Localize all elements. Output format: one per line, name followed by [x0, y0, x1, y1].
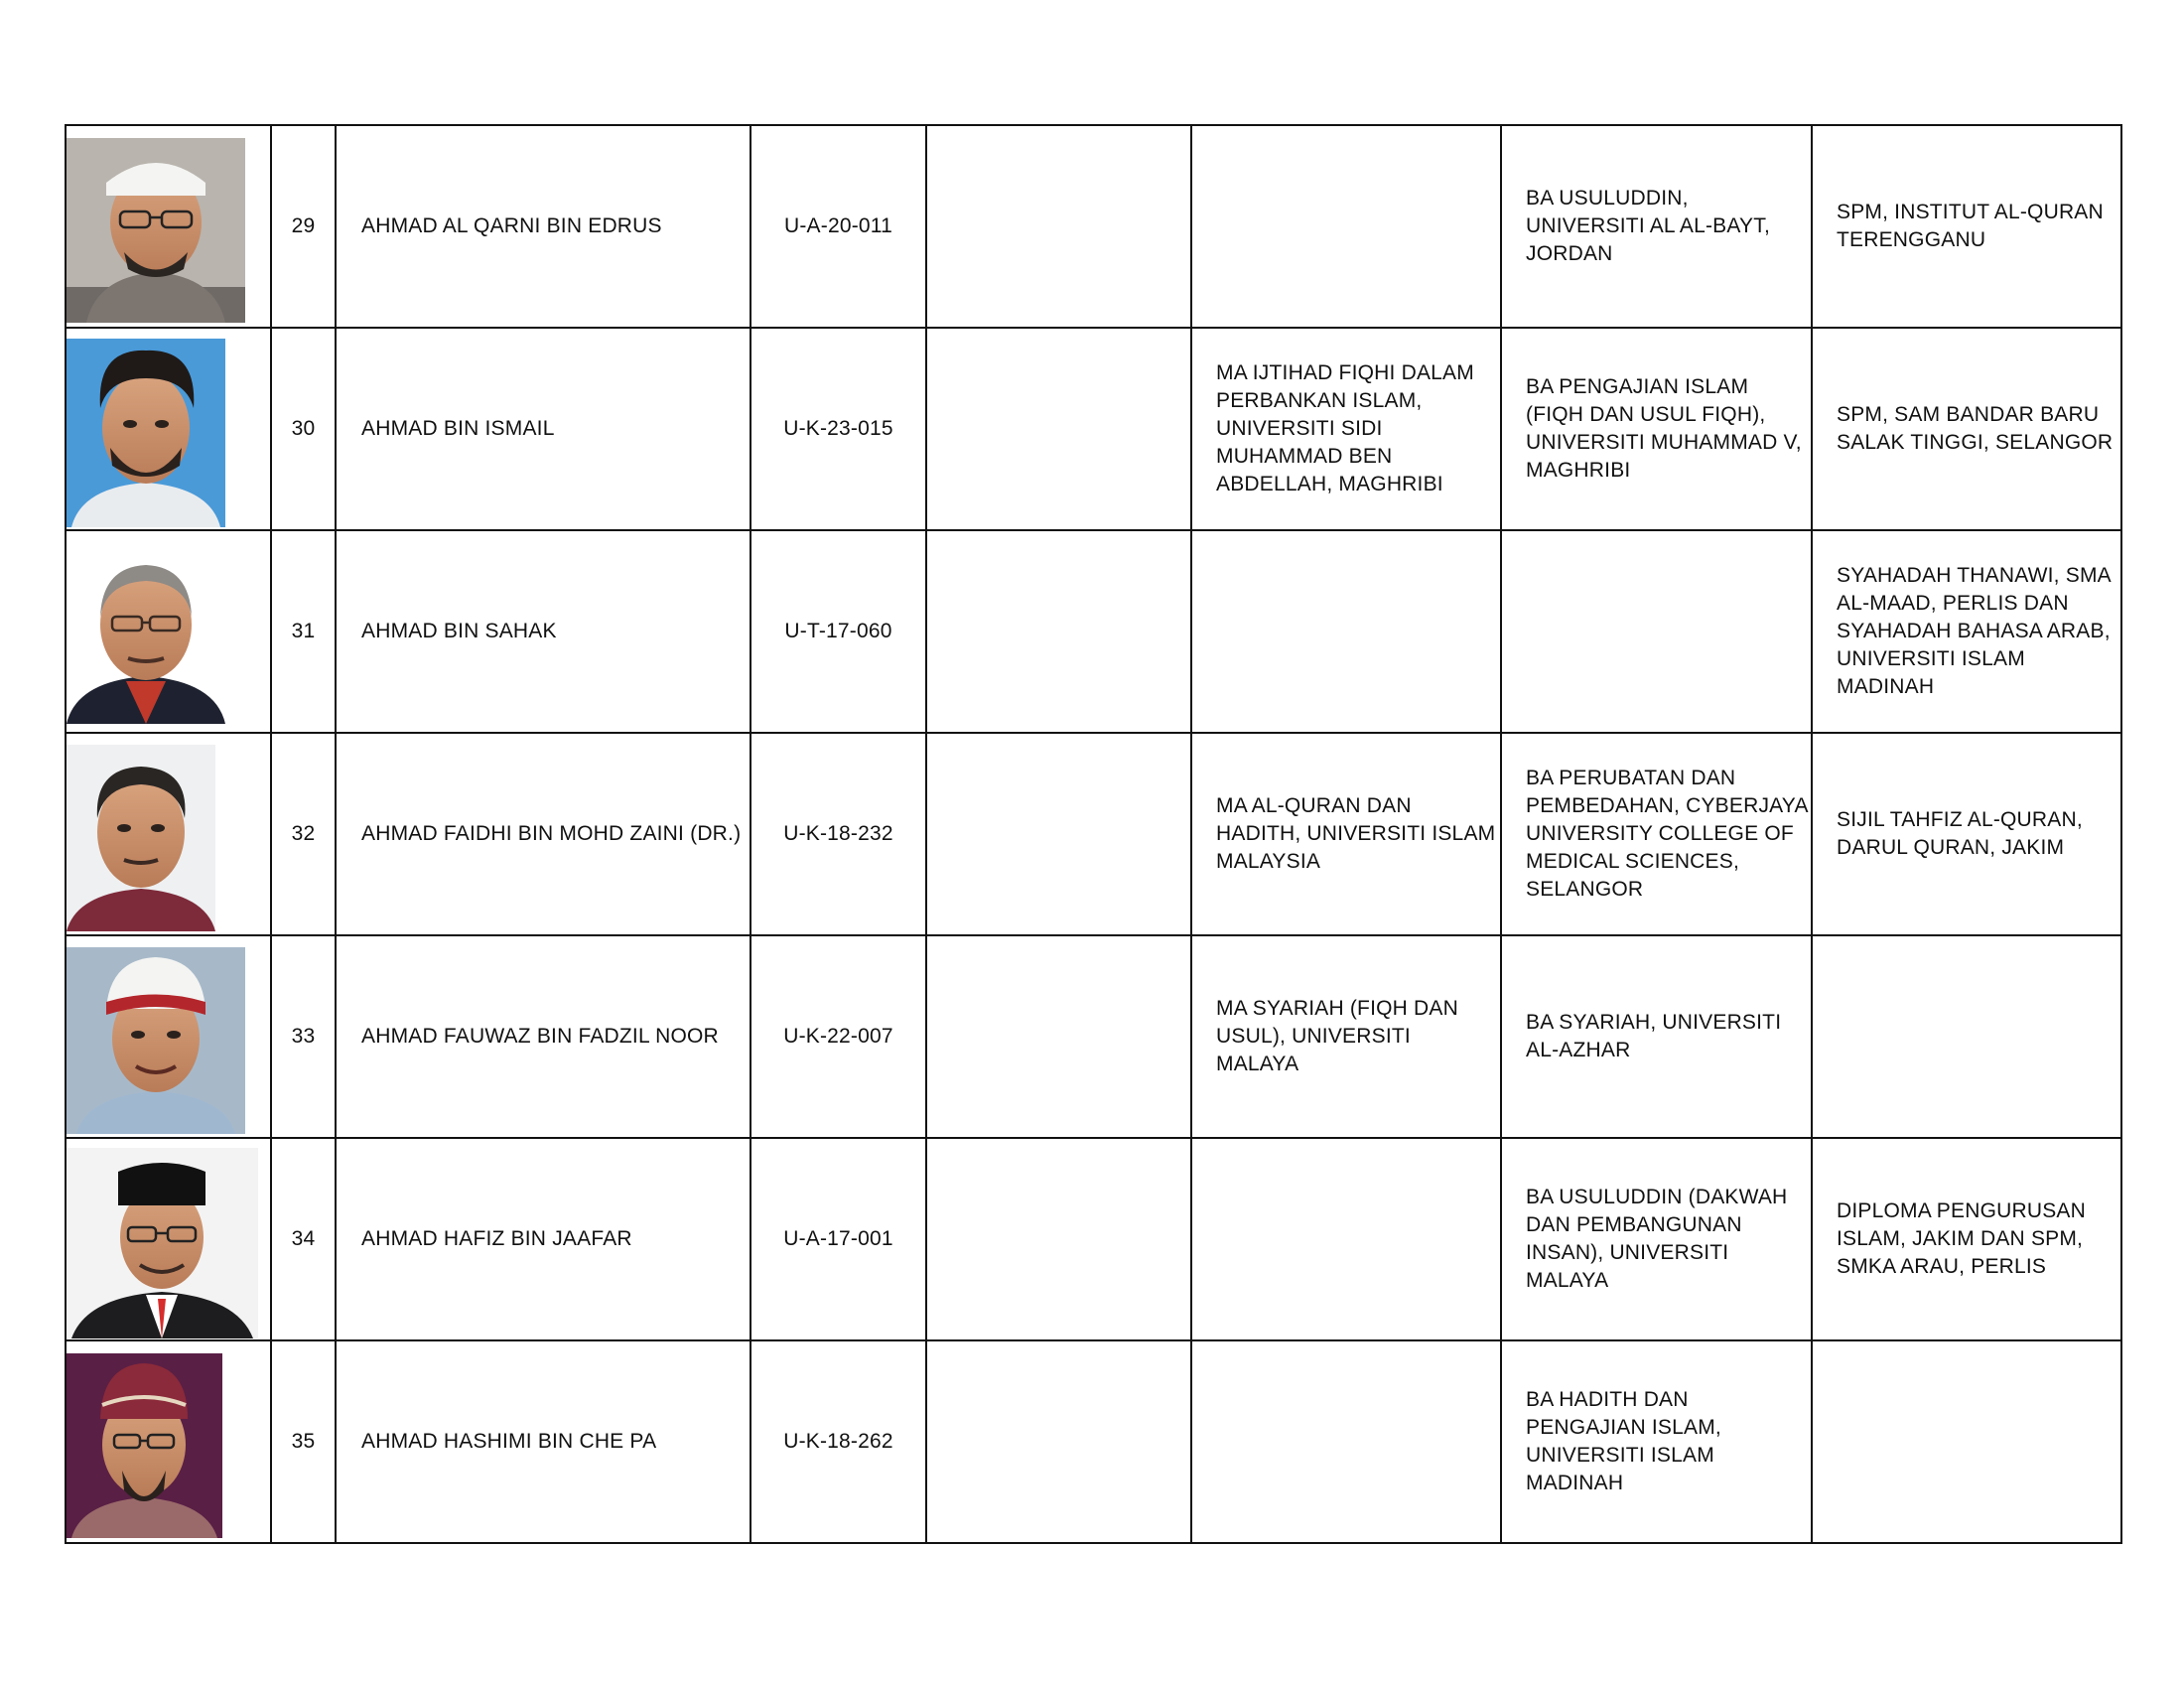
empty-column	[926, 1340, 1191, 1543]
row-number: 34	[271, 1138, 336, 1340]
table-row	[66, 125, 2121, 328]
degree-qualification: BA USULUDDIN (DAKWAH DAN PEMBANGUNAN INSAN), UNIVERSITI MALAYA	[1501, 1138, 1812, 1340]
table-row	[66, 328, 2121, 530]
school-qualification: DIPLOMA PENGURUSAN ISLAM, JAKIM DAN SPM, SMKA ARAU, PERLIS	[1812, 1138, 2121, 1340]
person-name: AHMAD HASHIMI BIN CHE PA	[336, 1340, 751, 1543]
school-qualification: SIJIL TAHFIZ AL-QURAN, DARUL QURAN, JAKIM	[1812, 733, 2121, 935]
registration-code: U-K-22-007	[751, 935, 926, 1138]
empty-column	[926, 733, 1191, 935]
degree-qualification: BA PERUBATAN DAN PEMBEDAHAN, CYBERJAYA UNIVERSITY COLLEGE OF MEDICAL SCIENCES, SELANGOR	[1501, 733, 1812, 935]
school-qualification: SYAHADAH THANAWI, SMA AL-MAAD, PERLIS DAN SYAHADAH BAHASA ARAB, UNIVERSITI ISLAM MADINAH	[1812, 530, 2121, 733]
photo-cell	[66, 125, 271, 328]
portrait-photo	[67, 1353, 270, 1538]
person-name: AHMAD BIN SAHAK	[336, 530, 751, 733]
masters-qualification	[1191, 1138, 1501, 1340]
photo-cell	[66, 733, 271, 935]
registration-code: U-K-18-262	[751, 1340, 926, 1543]
row-number: 32	[271, 733, 336, 935]
row-number: 35	[271, 1340, 336, 1543]
person-name: AHMAD FAUWAZ BIN FADZIL NOOR	[336, 935, 751, 1138]
empty-column	[926, 125, 1191, 328]
registration-code: U-K-18-232	[751, 733, 926, 935]
person-name: AHMAD FAIDHI BIN MOHD ZAINI (DR.)	[336, 733, 751, 935]
degree-qualification: BA HADITH DAN PENGAJIAN ISLAM, UNIVERSITI ISLAM MADINAH	[1501, 1340, 1812, 1543]
degree-qualification: BA PENGAJIAN ISLAM (FIQH DAN USUL FIQH), UNIVERSITI MUHAMMAD V, MAGHRIBI	[1501, 328, 1812, 530]
empty-column	[926, 1138, 1191, 1340]
portrait-photo	[67, 547, 270, 724]
school-qualification	[1812, 935, 2121, 1138]
masters-qualification: MA AL-QURAN DAN HADITH, UNIVERSITI ISLAM MALAYSIA	[1191, 733, 1501, 935]
school-qualification	[1812, 1340, 2121, 1543]
portrait-photo	[67, 745, 270, 931]
table-row	[66, 1138, 2121, 1340]
masters-qualification	[1191, 530, 1501, 733]
person-name: AHMAD HAFIZ BIN JAAFAR	[336, 1138, 751, 1340]
table-row	[66, 530, 2121, 733]
empty-column	[926, 935, 1191, 1138]
photo-cell	[66, 530, 271, 733]
registration-code: U-A-17-001	[751, 1138, 926, 1340]
registration-code: U-K-23-015	[751, 328, 926, 530]
degree-qualification: BA SYARIAH, UNIVERSITI AL-AZHAR	[1501, 935, 1812, 1138]
portrait-photo	[67, 947, 270, 1134]
row-number: 30	[271, 328, 336, 530]
empty-column	[926, 530, 1191, 733]
photo-cell	[66, 1138, 271, 1340]
person-name: AHMAD BIN ISMAIL	[336, 328, 751, 530]
table-row	[66, 935, 2121, 1138]
masters-qualification: MA SYARIAH (FIQH DAN USUL), UNIVERSITI MALAYA	[1191, 935, 1501, 1138]
person-name: AHMAD AL QARNI BIN EDRUS	[336, 125, 751, 328]
photo-cell	[66, 328, 271, 530]
degree-qualification: BA USULUDDIN, UNIVERSITI AL AL-BAYT, JORDAN	[1501, 125, 1812, 328]
photo-cell	[66, 1340, 271, 1543]
empty-column	[926, 328, 1191, 530]
portrait-photo	[67, 1148, 270, 1338]
masters-qualification	[1191, 125, 1501, 328]
masters-qualification: MA IJTIHAD FIQHI DALAM PERBANKAN ISLAM, UNIVERSITI SIDI MUHAMMAD BEN ABDELLAH, MAGHRIBI	[1191, 328, 1501, 530]
registration-code: U-T-17-060	[751, 530, 926, 733]
registration-code: U-A-20-011	[751, 125, 926, 328]
row-number: 29	[271, 125, 336, 328]
portrait-photo	[67, 138, 270, 323]
photo-cell	[66, 935, 271, 1138]
degree-qualification	[1501, 530, 1812, 733]
table-row	[66, 1340, 2121, 1543]
masters-qualification	[1191, 1340, 1501, 1543]
school-qualification: SPM, SAM BANDAR BARU SALAK TINGGI, SELANGOR	[1812, 328, 2121, 530]
school-qualification: SPM, INSTITUT AL-QURAN TERENGGANU	[1812, 125, 2121, 328]
row-number: 31	[271, 530, 336, 733]
row-number: 33	[271, 935, 336, 1138]
table-row	[66, 733, 2121, 935]
qualification-table	[65, 124, 2122, 1544]
portrait-photo	[67, 339, 270, 527]
